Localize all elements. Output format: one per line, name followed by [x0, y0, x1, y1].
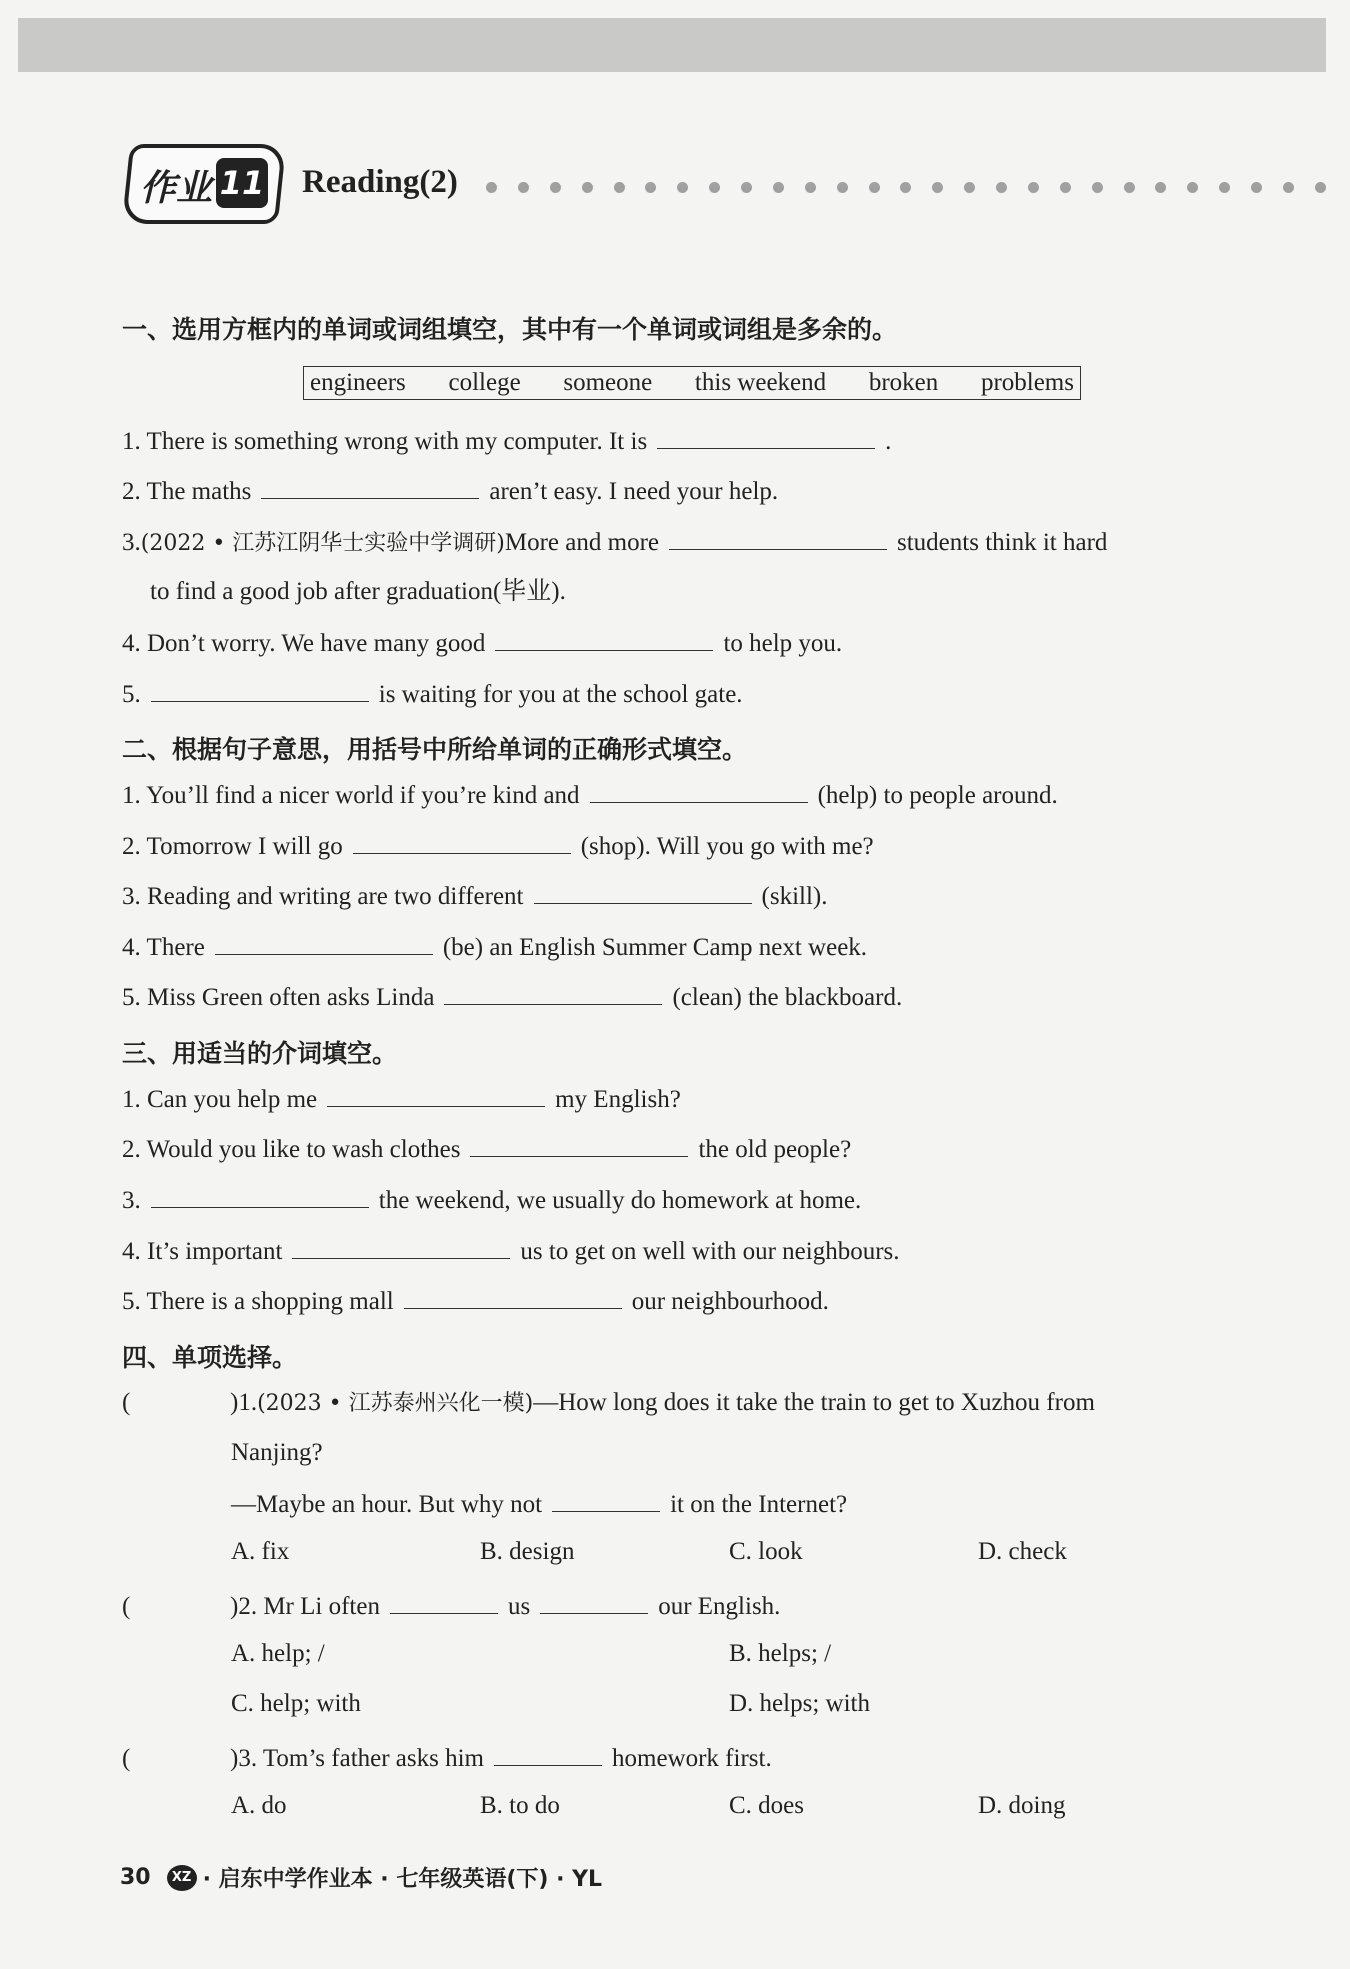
option-d[interactable]: D. doing: [978, 1792, 1066, 1819]
s4-question-3: ( )3. Tom’s father asks him homework first.: [122, 1741, 772, 1776]
word-bank-item: broken: [868, 369, 939, 396]
s1-question-5: 5. is waiting for you at the school gate.: [122, 677, 743, 712]
assignment-label: 作业: [140, 168, 213, 209]
s3-question-4: 4. It’s important us to get on well with our neighbours.: [122, 1234, 900, 1269]
option-b[interactable]: B. to do: [480, 1792, 560, 1819]
answer-blank[interactable]: [327, 1082, 545, 1107]
s4-question-1: ( )1.(2023 • 江苏泰州兴化一模)—How long does it take the train to get to Xuzhou from: [122, 1386, 1095, 1421]
section-2-heading: 二、根据句子意思，用括号中所给单词的正确形式填空。: [122, 735, 748, 764]
section-1-heading: 一、选用方框内的单词或词组填空，其中有一个单词或词组是多余的。: [122, 315, 898, 344]
option-b[interactable]: B. design: [480, 1538, 575, 1565]
s4-question-1-reply: —Maybe an hour. But why not it on the Internet?: [231, 1487, 847, 1522]
publisher-logo: XZ: [167, 1865, 197, 1891]
option-c[interactable]: C. does: [729, 1792, 804, 1819]
answer-blank[interactable]: [292, 1234, 510, 1259]
answer-blank[interactable]: [669, 525, 887, 550]
s3-question-3: 3. the weekend, we usually do homework at home.: [122, 1183, 861, 1218]
s1-question-4: 4. Don’t worry. We have many good to help you.: [122, 626, 842, 661]
s4-question-2: ( )2. Mr Li often us our English.: [122, 1589, 780, 1624]
option-c[interactable]: C. help; with: [231, 1690, 361, 1717]
answer-bracket[interactable]: (: [122, 1745, 131, 1772]
option-d[interactable]: D. helps; with: [729, 1690, 870, 1717]
word-bank-box: [303, 366, 1081, 400]
s3-question-5: 5. There is a shopping mall our neighbourhood.: [122, 1284, 829, 1319]
answer-blank[interactable]: [590, 778, 808, 803]
s1-question-2: 2. The maths aren’t easy. I need your help.: [122, 474, 778, 509]
option-d[interactable]: D. check: [978, 1538, 1067, 1565]
s2-question-4: 4. There (be) an English Summer Camp next week.: [122, 930, 867, 965]
dotted-divider: [486, 182, 1326, 196]
answer-blank[interactable]: [151, 1183, 369, 1208]
answer-blank[interactable]: [657, 424, 875, 449]
option-b[interactable]: B. helps; /: [729, 1640, 832, 1667]
source-note: (2023 • 江苏泰州兴化一模): [257, 1391, 534, 1416]
word-bank-item: problems: [980, 369, 1074, 396]
answer-blank[interactable]: [353, 829, 571, 854]
book-title: · 启东中学作业本 · 七年级英语(下) · YL: [202, 1867, 603, 1892]
answer-blank[interactable]: [534, 879, 752, 904]
s2-question-2: 2. Tomorrow I will go (shop). Will you go with me?: [122, 829, 874, 864]
top-gray-band: [18, 18, 1326, 72]
answer-blank[interactable]: [495, 626, 713, 651]
page-title: Reading(2): [302, 164, 458, 200]
answer-blank[interactable]: [470, 1132, 688, 1157]
option-a[interactable]: A. help; /: [231, 1640, 325, 1667]
s3-question-2: 2. Would you like to wash clothes the old people?: [122, 1132, 851, 1167]
word-bank-item: engineers: [310, 369, 406, 396]
page-number: 30: [120, 1865, 151, 1890]
answer-blank[interactable]: [552, 1487, 660, 1512]
s1-question-1: 1. There is something wrong with my computer. It is .: [122, 424, 891, 459]
assignment-header: [126, 144, 1326, 228]
answer-blank[interactable]: [151, 677, 369, 702]
section-4-heading: 四、单项选择。: [122, 1343, 298, 1372]
answer-bracket[interactable]: (: [122, 1389, 131, 1416]
answer-blank[interactable]: [215, 930, 433, 955]
s3-question-1: 1. Can you help me my English?: [122, 1082, 681, 1117]
s2-question-1: 1. You’ll find a nicer world if you’re kind and (help) to people around.: [122, 778, 1058, 813]
word-bank-item: this weekend: [694, 369, 827, 396]
source-note: (2022 • 江苏江阴华士实验中学调研): [140, 531, 505, 556]
answer-blank[interactable]: [494, 1741, 602, 1766]
option-a[interactable]: A. do: [231, 1792, 287, 1819]
answer-blank[interactable]: [540, 1589, 648, 1614]
word-bank-item: someone: [563, 369, 653, 396]
s2-question-5: 5. Miss Green often asks Linda (clean) the blackboard.: [122, 980, 902, 1015]
answer-blank[interactable]: [261, 474, 479, 499]
answer-blank[interactable]: [390, 1589, 498, 1614]
option-c[interactable]: C. look: [729, 1538, 803, 1565]
s4-question-1-cont: Nanjing?: [231, 1439, 323, 1466]
answer-bracket[interactable]: (: [122, 1593, 131, 1620]
option-a[interactable]: A. fix: [231, 1538, 290, 1565]
answer-blank[interactable]: [444, 980, 662, 1005]
s1-question-3: 3.(2022 • 江苏江阴华士实验中学调研)More and more students think it hard: [122, 525, 1107, 561]
section-3-heading: 三、用适当的介词填空。: [122, 1039, 398, 1068]
assignment-number: 11: [216, 158, 268, 208]
answer-blank[interactable]: [404, 1284, 622, 1309]
word-bank-item: college: [448, 369, 521, 396]
s2-question-3: 3. Reading and writing are two different (skill).: [122, 879, 827, 914]
page-footer: [120, 1862, 602, 1893]
s1-question-3-cont: to find a good job after graduation(毕业).: [150, 578, 566, 605]
